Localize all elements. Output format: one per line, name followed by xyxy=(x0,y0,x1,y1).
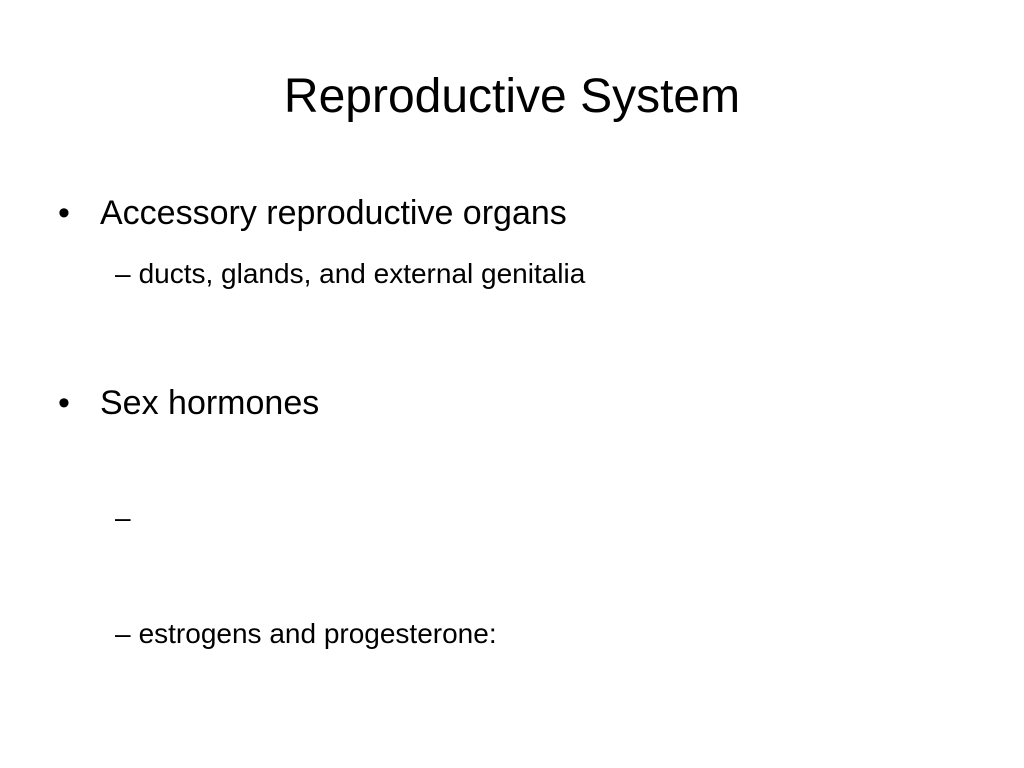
bullet-text: Sex hormones xyxy=(100,384,320,422)
dash-icon: – xyxy=(115,258,131,289)
bullet-icon: • xyxy=(58,194,70,232)
bullet-text: Accessory reproductive organs xyxy=(100,194,567,232)
dash-icon: – xyxy=(115,618,131,649)
dash-icon: – xyxy=(115,502,131,533)
sub-bullet-empty xyxy=(115,500,139,536)
bullet-icon: • xyxy=(58,384,70,422)
sub-bullet-ducts-glands xyxy=(115,256,585,292)
sub-bullet-text: estrogens and progesterone: xyxy=(138,618,497,649)
sub-bullet-estrogens xyxy=(115,616,497,652)
bullet-item-accessory-organs xyxy=(58,192,567,234)
sub-bullet-text: ducts, glands, and external genitalia xyxy=(138,258,586,289)
slide-title: Reproductive System xyxy=(283,70,741,123)
bullet-item-sex-hormones xyxy=(58,382,319,424)
